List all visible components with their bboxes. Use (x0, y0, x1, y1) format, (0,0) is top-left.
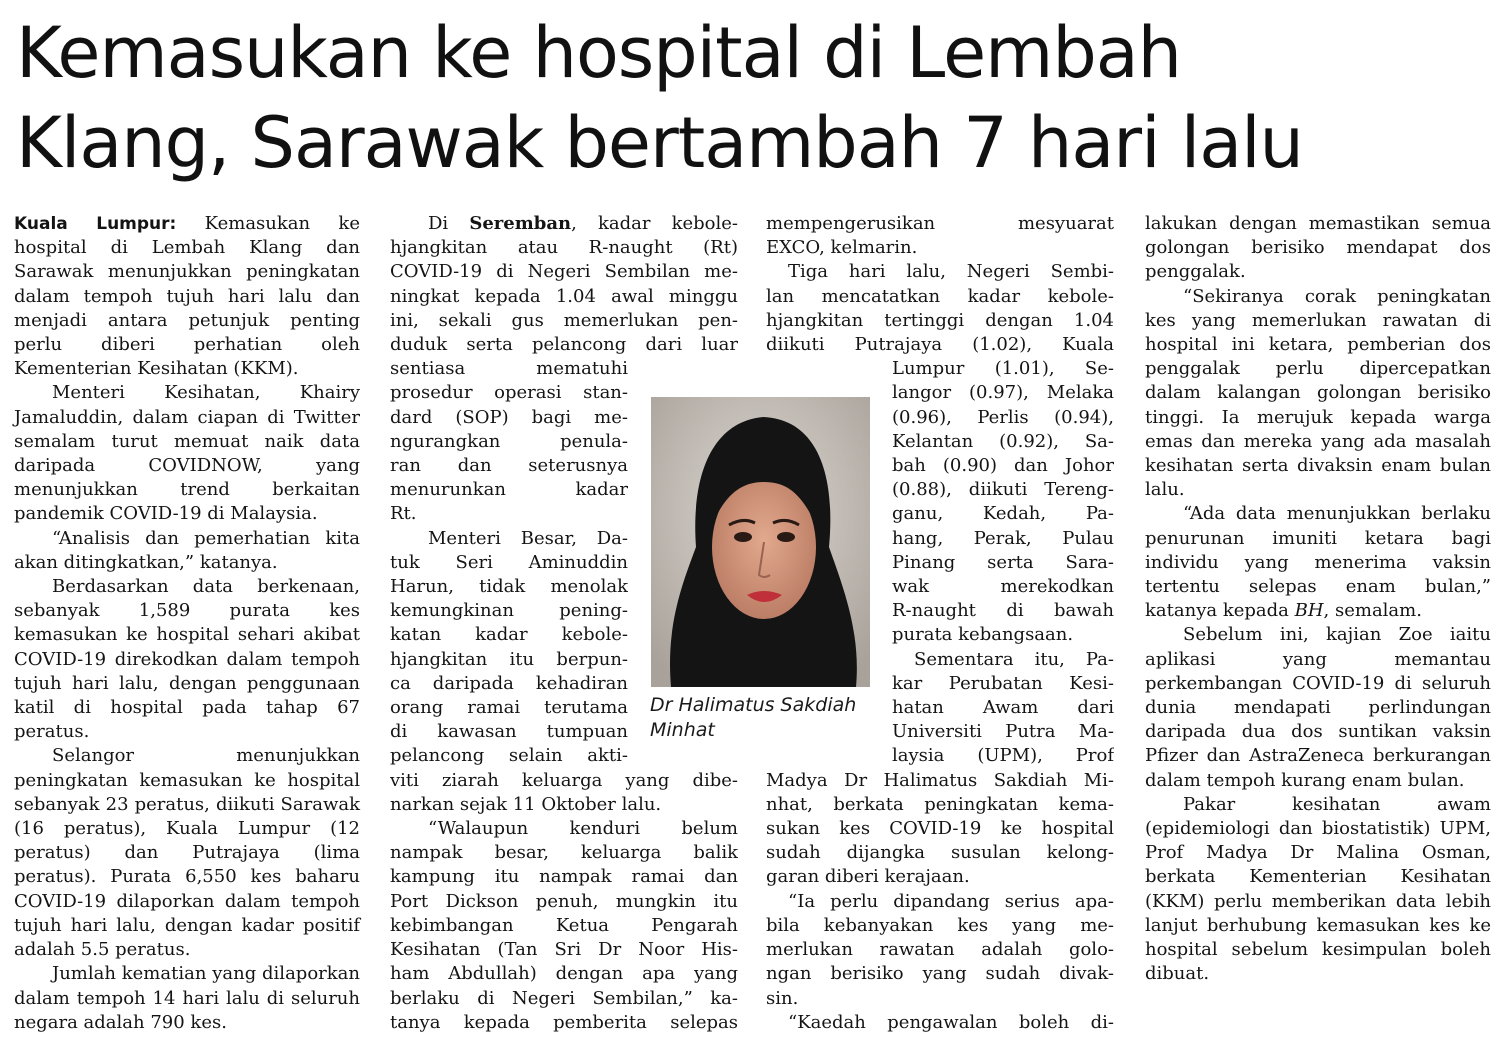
text-line: ganu, Kedah, Pa- (892, 503, 1114, 525)
text-line: hjangkitan atau R-naught (Rt) (390, 237, 738, 259)
paragraph (766, 890, 1114, 1011)
text-line: menurunkan kadar (390, 479, 628, 501)
text-line: Sementara itu, Pa- (914, 648, 1114, 670)
paragraph-text: Kemasukan ke hospital di Lembah Klang dan Sarawak menunjukkan peningkatan dalam tempoh tujuh hari lalu dan menjadi antara petunjuk penting perlu diberi perhatian oleh Kementerian Kesihatan (KKM). (14, 213, 360, 380)
text-line: sin. (766, 987, 799, 1009)
text-line: tanya kepada pemberita selepas (390, 1011, 738, 1033)
paragraph: lakukan dengan memastikan semua golongan berisiko mendapat dos penggalak. (1145, 213, 1491, 283)
text-line: Tiga hari lalu, Negeri Sembi- (788, 261, 1114, 283)
text-line: Pinang serta Sara- (892, 551, 1114, 573)
text-line: ini, sekali gus memerlukan pen- (390, 309, 738, 331)
paragraph (14, 212, 360, 381)
text-line: Harun, tidak menolak (390, 576, 628, 598)
text-line: mempengerusikan mesyuarat (766, 213, 1114, 234)
paragraph: “Analisis dan pemerhatian kita akan ditingkatkan,” katanya. (14, 527, 360, 573)
text-line: lan mencatatkan kadar kebole- (766, 285, 1114, 307)
text-line: garan diberi kerajaan. (766, 866, 970, 888)
paragraph: Jumlah kematian yang dilaporkan dalam tempoh 14 hari lalu di seluruh negara adalah 790 kes. (14, 963, 360, 1033)
text-line: kemungkinan pening- (390, 600, 628, 622)
text-line: ca daripada kehadiran (390, 672, 628, 694)
text-line: ngurangkan penula- (390, 430, 628, 452)
text-line: Rt. (390, 503, 417, 525)
text-line: narkan sejak 11 Oktober lalu. (390, 793, 662, 815)
portrait-illustration (651, 397, 870, 687)
text-line: Menteri Besar, Da- (428, 527, 628, 549)
text-line: prosedur operasi stan- (390, 382, 628, 404)
text-line: kampung itu nampak ramai dan (390, 866, 738, 888)
paragraph: Menteri Kesihatan, Khairy Jamaluddin, dalam ciapan di Twitter semalam turut memuat naik data daripada COVIDNOW, yang menunjukkan trend berkaitan pandemik COVID-19 di Malaysia. (14, 382, 360, 525)
text-line: ningkat kepada 1.04 awal minggu (390, 285, 738, 307)
paragraph (766, 1011, 1114, 1035)
text-line: sudah dijangka susulan kelong- (766, 842, 1114, 864)
text-line: hjangkitan tertinggi dengan 1.04 (766, 309, 1114, 331)
text-line: purata kebangsaan. (892, 624, 1074, 646)
text-line: R-naught di bawah (892, 600, 1114, 622)
caption-line-1: Dr Halimatus Sakdiah (650, 694, 857, 716)
text-line: langor (0.97), Melaka (892, 382, 1114, 404)
text-line: berlaku di Negeri Sembilan,” ka- (390, 987, 738, 1009)
text-line: (0.88), diikuti Tereng- (892, 479, 1114, 501)
text-line: sentiasa mematuhi (390, 358, 628, 380)
text-line: pelancong selain akti- (390, 745, 628, 767)
text-line: bila kebanyakan kes yang me- (766, 914, 1114, 936)
paragraph: Sebelum ini, kajian Zoe iaitu aplikasi yang memantau perkembangan COVID-19 di seluruh dunia mendapati perlindungan daripada dua dos suntikan vaksin Pfizer dan AstraZeneca berkurangan dalam tempoh kurang enam bulan. (1145, 624, 1491, 791)
text-line: Port Dickson penuh, mungkin itu (390, 890, 738, 912)
text-line: wak merekodkan (892, 576, 1114, 598)
publication-name: BH (1294, 600, 1324, 622)
dateline: Kuala Lumpur: (14, 214, 177, 234)
photo-caption (650, 693, 880, 743)
text-line: ham Abdullah) dengan apa yang (390, 963, 738, 985)
text-line: “Ia perlu dipandang serius apa- (788, 890, 1114, 912)
text-line: COVID-19 di Negeri Sembilan me- (390, 261, 738, 283)
text-line: (0.96), Perlis (0.94), (892, 406, 1114, 428)
text-line: viti ziarah keluarga yang dibe- (390, 769, 738, 791)
text-line: hjangkitan itu berpun- (390, 648, 628, 670)
column-4 (1145, 212, 1491, 987)
text-line: merlukan rawatan adalah golo- (766, 939, 1114, 961)
paragraph: “Sekiranya corak peningkatan kes yang memerlukan rawatan di hospital ini ketara, pemberian dos penggalak perlu dipercepatkan dalam kalangan golongan berisiko tinggi. Ia merujuk kepada warga emas dan mereka yang ada masalah kesihatan serta divaksin enam bulan lalu. (1145, 285, 1491, 501)
text-line: diikuti Putrajaya (1.02), Kuala (766, 334, 1114, 356)
text-line: bah (0.90) dan Johor (892, 455, 1114, 477)
paragraph (390, 817, 738, 1035)
text-line: “Kaedah pengawalan boleh di- (788, 1011, 1114, 1033)
paragraph: Pakar kesihatan awam (epidemiologi dan biostatistik) UPM, Prof Madya Dr Malina Osman, berkata Kementerian Kesihatan (KKM) perlu memberikan data lebih lanjut berhubung kemasukan kes ke hospital sebelum kesimpulan boleh dibuat. (1145, 793, 1491, 985)
text-line: Madya Dr Halimatus Sakdiah Mi- (766, 769, 1114, 791)
text-line: Kesihatan (Tan Sri Dr Noor His- (390, 939, 738, 961)
headline (16, 8, 1486, 188)
caption-line-2: Minhat (650, 719, 715, 741)
text-line: tuk Seri Aminuddin (390, 551, 628, 573)
text-line: dard (SOP) bagi me- (390, 406, 628, 428)
paragraph (766, 212, 1114, 260)
text-line: hang, Perak, Pulau (892, 527, 1114, 549)
text-line: duduk serta pelancong dari luar (390, 334, 738, 356)
place-name: Seremban (469, 213, 572, 234)
text-line: hatan Awam dari (892, 697, 1114, 719)
column-1 (14, 212, 360, 1035)
text-line: laysia (UPM), Prof (892, 745, 1114, 767)
paragraph: “Ada data menunjukkan berlaku penurunan imuniti ketara bagi individu yang menerima vaksin tertentu selepas enam bulan,” katanya kepada BH, semalam. (1145, 503, 1491, 622)
text-line: kebimbangan Ketua Pengarah (390, 914, 738, 936)
text-line: Lumpur (1.01), Se- (892, 358, 1114, 380)
text-line: ngan berisiko yang sudah divak- (766, 963, 1114, 985)
text-line: kar Perubatan Kesi- (892, 672, 1114, 694)
text-line: Universiti Putra Ma- (892, 721, 1114, 743)
paragraph: Berdasarkan data berkenaan, sebanyak 1,589 purata kes kemasukan ke hospital sehari akibat COVID-19 direkodkan dalam tempoh tujuh hari lalu, dengan penggunaan katil di hospital pada tahap 67 peratus. (14, 576, 360, 743)
text-line: di kawasan tumpuan (390, 721, 628, 743)
text-line: orang ramai terutama (390, 697, 628, 719)
headline-line-2: Klang, Sarawak bertambah 7 hari lalu (16, 102, 1303, 184)
text-line: nampak besar, keluarga balik (390, 842, 738, 864)
paragraph: Selangor menunjukkan peningkatan kemasukan ke hospital sebanyak 23 peratus, diikuti Sarawak (16 peratus), Kuala Lumpur (12 peratus) dan Putrajaya (lima peratus). Purata 6,550 kes baharu COVID-19 dilaporkan dalam tempoh tujuh hari lalu, dengan kadar positif adalah 5.5 peratus. (14, 745, 360, 961)
text-line: ran dan seterusnya (390, 455, 628, 477)
text-line: nhat, berkata peningkatan kema- (766, 793, 1114, 815)
headline-line-1: Kemasukan ke hospital di Lembah (16, 12, 1182, 94)
text-line: katan kadar kebole- (390, 624, 628, 646)
text-line: Kelantan (0.92), Sa- (892, 430, 1114, 452)
portrait-photo (651, 397, 870, 687)
text-line: EXCO, kelmarin. (766, 237, 918, 259)
text-line: sukan kes COVID-19 ke hospital (766, 818, 1114, 840)
text-line: “Walaupun kenduri belum (428, 818, 738, 840)
text-line: Di Seremban, kadar kebole- (428, 213, 738, 234)
